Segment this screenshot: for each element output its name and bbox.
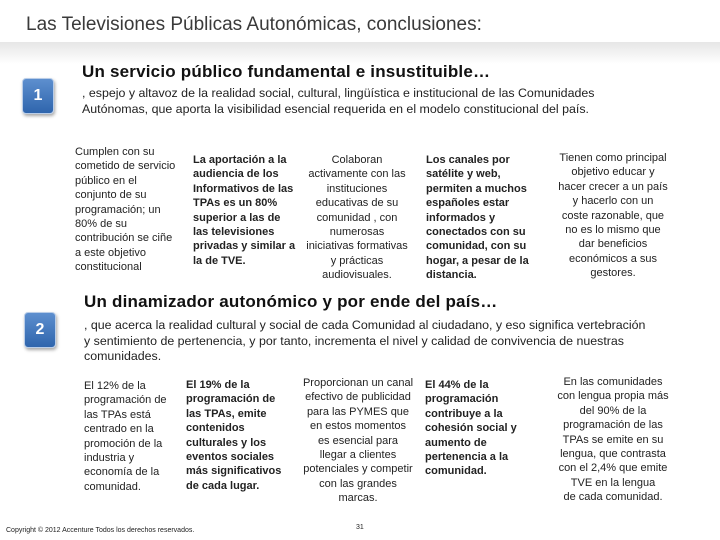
section-2-text: , que acerca la realidad cultural y social de cada Comunidad al ciudadano, y eso significa vertebración y sentimiento de pertenencia, y por tanto, incrementa el nivel y calidad de convivencia de nuestras comunidades. [84,318,646,363]
section-2-heading: Un dinamizador autonómico y por ende del país… [84,292,498,311]
section-1-col-4: Los canales por satélite y web, permiten a muchos españoles estar informados y conectados con su comunidad, con su hogar, a pesar de la distancia. [426,154,529,282]
section-1-text: , espejo y altavoz de la realidad social, cultural, lingüística e institucional de las Comunidades Autónomas, que aporta la visibilidad esencial requerida en el modelo constitucional del país. [82,86,595,116]
section-1-col-3: Colaboran activamente con las instituciones educativas de su comunidad , con numerosas iniciativas formativas y prácticas audiovisuales. [306,154,408,282]
section-2-col-2: El 19% de la programación de las TPAs, emite contenidos culturales y los eventos sociales más significativos de cada lugar. [186,379,282,492]
copyright-footer: Copyright © 2012 Accenture Todos los derechos reservados. [6,527,195,534]
section-2-badge: 2 [24,312,56,348]
section-1-col-1: Cumplen con su cometido de servicio público en el conjunto de su programación; un 80% de su contribución se ciñe a este objetivo constitucional [75,146,176,274]
section-1-col-5: Tienen como principal objetivo educar y hacer crecer a un país y hacerlo con un coste razonable, que no es lo mismo que dar beneficios económicos a sus gestores. [558,152,668,280]
slide-title: Las Televisiones Públicas Autonómicas, conclusiones: [26,14,482,35]
section-1-badge: 1 [22,78,54,114]
page-number: 31 [356,524,364,531]
section-2-col-4: El 44% de la programación contribuye a la cohesión social y aumento de pertenencia a la comunidad. [425,379,517,478]
section-1-heading: Un servicio público fundamental e insustituible… [82,62,491,81]
section-2-col-3: Proporcionan un canal efectivo de publicidad para las PYMES que en estos momentos es esencial para llegar a clientes potenciales y competir con las grandes marcas. [302,377,414,505]
section-2-col-5: En las comunidades con lengua propia más del 90% de la programación de las TPAs se emite en su lengua, que contrasta con el 2,4% que emite TVE en la lengua de cada comunidad. [557,376,669,504]
title-band [0,42,720,64]
section-1-col-2: La aportación a la audiencia de los Informativos de las TPAs es un 80% superior a las de las televisiones privadas y similar a la de TVE. [193,154,296,267]
section-2-col-1: El 12% de la programación de las TPAs está centrado en la promoción de la industria y economía de la comunidad. [84,380,167,493]
